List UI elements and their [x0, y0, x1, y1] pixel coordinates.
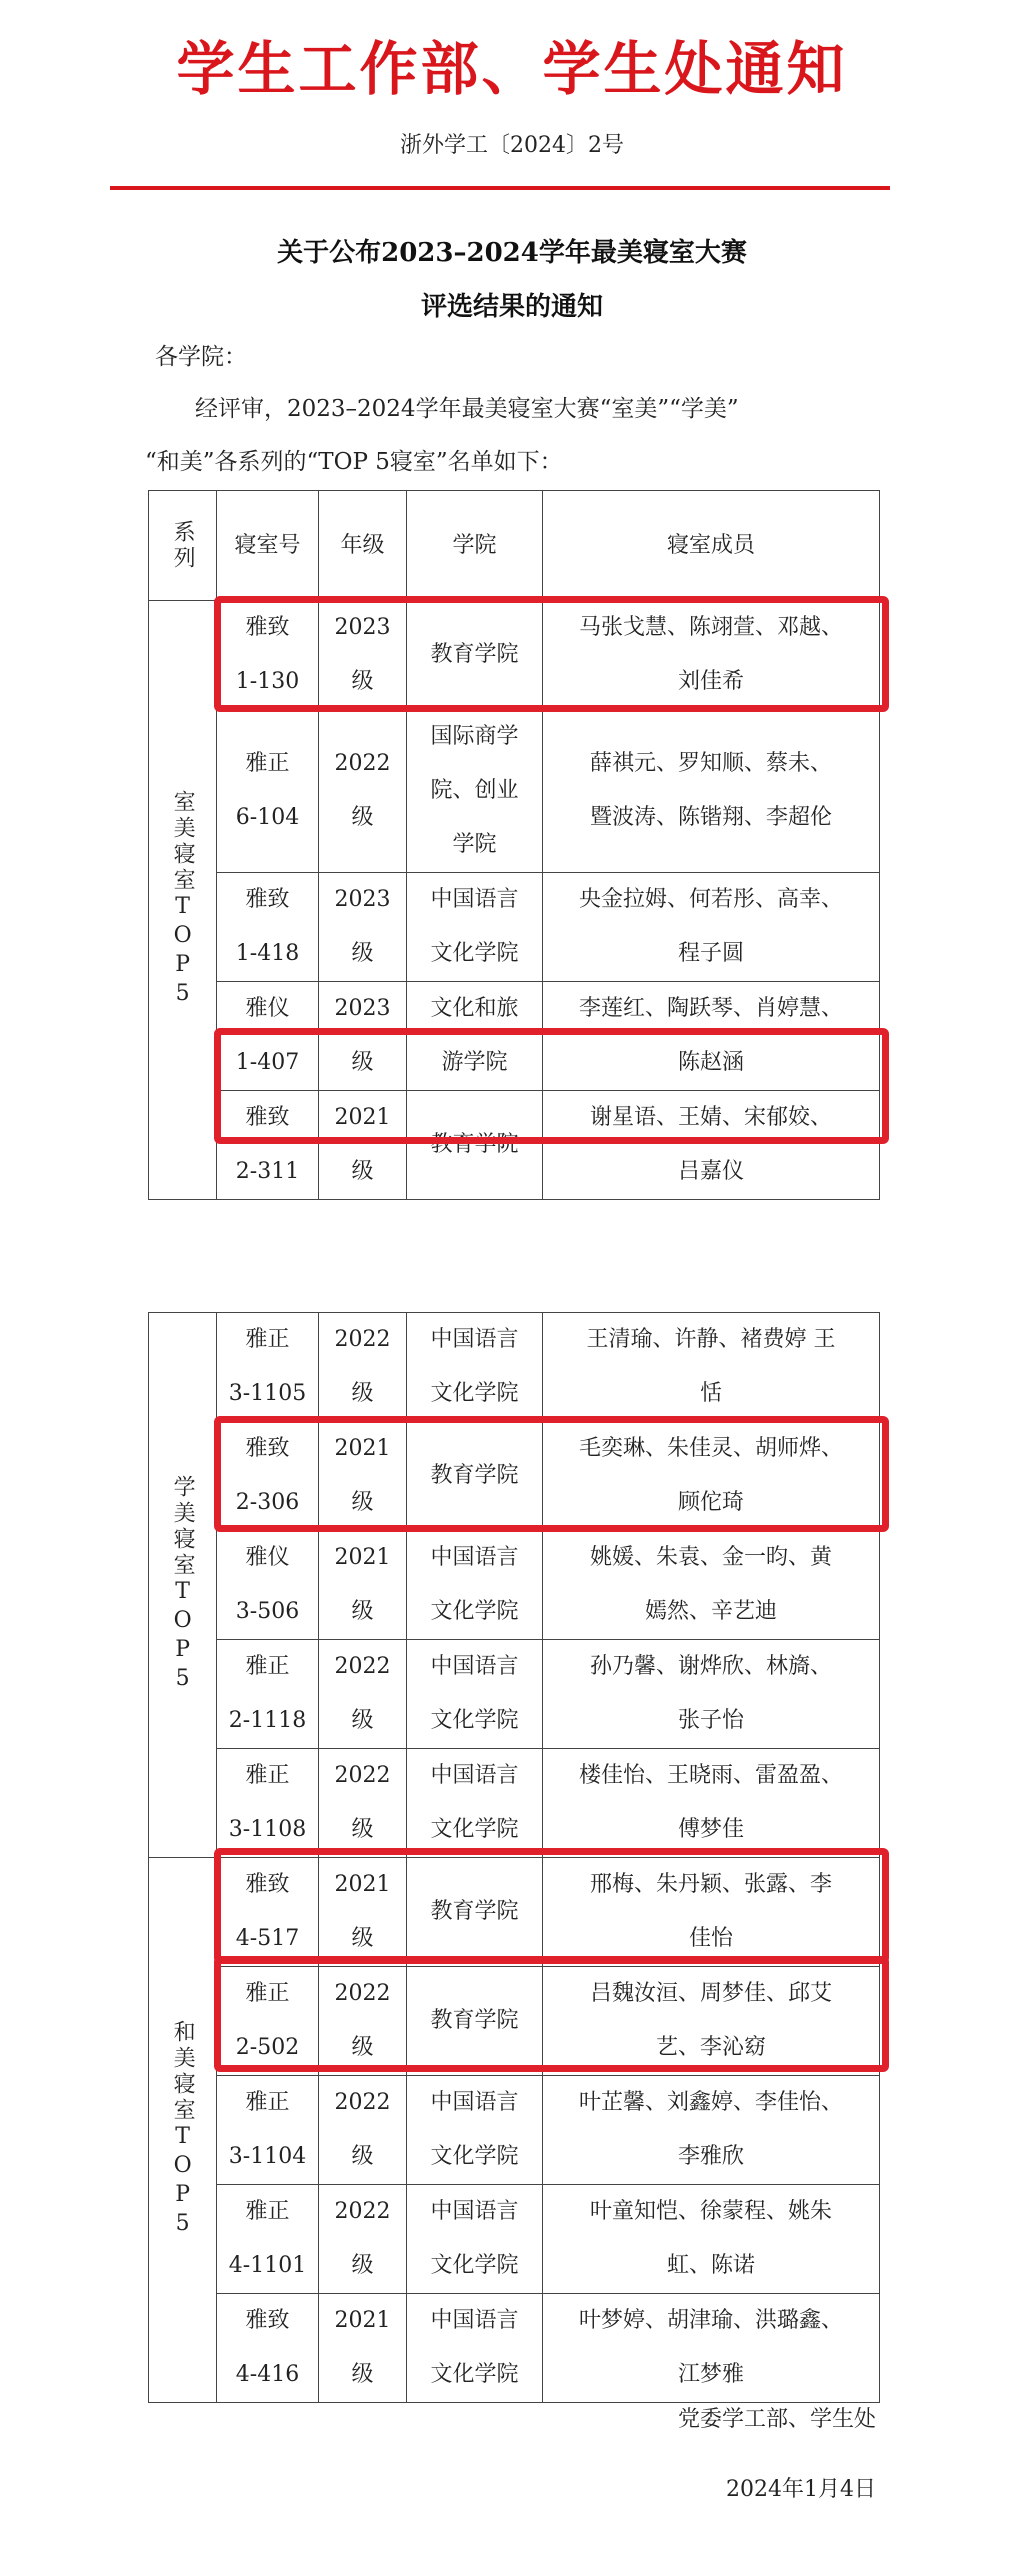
red-divider — [110, 186, 890, 190]
table-row — [149, 1640, 880, 1749]
college — [407, 873, 543, 982]
members-line1: 叶童知恺、徐蒙程、姚朱 — [589, 2199, 832, 2224]
room-line2: 1-418 — [235, 941, 300, 966]
college-line2: 文化学院 — [430, 1817, 519, 1842]
grade-line2: 级 — [351, 1490, 374, 1515]
college-line1: 中国语言 — [430, 2090, 519, 2115]
grade-line1: 2022 — [334, 1654, 391, 1679]
college — [407, 1091, 543, 1200]
grade-line2: 级 — [351, 1708, 374, 1733]
series-label: 室美寝室TOP5 — [170, 790, 196, 1010]
members-line2: 刘佳希 — [677, 669, 744, 694]
members-line1: 谢星语、王婧、宋郁姣、 — [589, 1105, 832, 1130]
members-line1: 李莲红、陶跃琴、肖婷慧、 — [578, 996, 843, 1021]
room-number — [217, 710, 319, 873]
results-table-2 — [148, 1312, 880, 2403]
college-line1: 教育学院 — [430, 1463, 519, 1488]
table-row — [149, 1967, 880, 2076]
college — [407, 1313, 543, 1422]
members — [543, 1749, 880, 1858]
members — [543, 873, 880, 982]
room-line2: 1-130 — [235, 669, 300, 694]
grade-line1: 2022 — [334, 1327, 391, 1352]
grade-line1: 2023 — [334, 996, 391, 1021]
college-line1: 中国语言 — [430, 887, 519, 912]
grade — [319, 2185, 407, 2294]
members-line1: 薛祺元、罗知顺、蔡未、 — [589, 751, 832, 776]
college-line2: 文化学院 — [430, 941, 519, 966]
room-line1: 雅致 — [245, 1872, 290, 1897]
room-line2: 3-1104 — [228, 2144, 307, 2169]
college-line2: 文化学院 — [430, 2362, 519, 2387]
college — [407, 2185, 543, 2294]
members-line2: 张子怡 — [677, 1708, 744, 1733]
grade-line2: 级 — [351, 2035, 374, 2060]
college-line1: 中国语言 — [430, 1763, 519, 1788]
notice-title-line1: 关于公布2023–2024学年最美寝室大赛 — [277, 238, 747, 268]
college-line2: 文化学院 — [430, 2253, 519, 2278]
room-number — [217, 2294, 319, 2403]
grade — [319, 2076, 407, 2185]
grade-line1: 2022 — [334, 1981, 391, 2006]
members-line2: 嫣然、辛艺迪 — [644, 1599, 777, 1624]
grade — [319, 1422, 407, 1531]
college-line2: 文化学院 — [430, 2144, 519, 2169]
college — [407, 1640, 543, 1749]
table-row — [149, 1313, 880, 1422]
grade-line1: 2023 — [334, 615, 391, 640]
members — [543, 2294, 880, 2403]
room-number — [217, 982, 319, 1091]
members — [543, 2076, 880, 2185]
grade — [319, 873, 407, 982]
members — [543, 2185, 880, 2294]
members-line2: 程子圆 — [677, 941, 744, 966]
room-line2: 2-1118 — [228, 1708, 307, 1733]
room-number — [217, 873, 319, 982]
grade-line1: 2023 — [334, 887, 391, 912]
table-row — [149, 1531, 880, 1640]
room-number — [217, 1531, 319, 1640]
header-series-label: 系列 — [170, 519, 196, 572]
college-line1: 文化和旅 — [430, 996, 519, 1021]
members-line2: 佳怡 — [688, 1926, 733, 1951]
members — [543, 1091, 880, 1200]
room-line2: 3-506 — [235, 1599, 300, 1624]
members-line2: 艺、李沁窈 — [655, 2035, 766, 2060]
grade-line1: 2021 — [334, 1872, 391, 1897]
room-line1: 雅致 — [245, 2308, 290, 2333]
grade — [319, 1091, 407, 1200]
college — [407, 1422, 543, 1531]
grade-line2: 级 — [351, 1926, 374, 1951]
members-line1: 王清瑜、许静、褚费婷 王 — [586, 1327, 836, 1352]
room-line1: 雅正 — [245, 2090, 290, 2115]
college-line2: 文化学院 — [430, 1599, 519, 1624]
grade-line2: 级 — [351, 2362, 374, 2387]
college-line1: 中国语言 — [430, 1654, 519, 1679]
college — [407, 982, 543, 1091]
college — [407, 1749, 543, 1858]
header-grade: 年级 — [319, 491, 407, 601]
college-line1: 国际商学 — [430, 724, 519, 749]
room-line1: 雅正 — [245, 1327, 290, 1352]
college — [407, 1858, 543, 1967]
grade-line1: 2022 — [334, 1763, 391, 1788]
series-name — [149, 1313, 217, 1858]
room-line1: 雅正 — [245, 1654, 290, 1679]
grade — [319, 1858, 407, 1967]
table-row — [149, 2185, 880, 2294]
college — [407, 1531, 543, 1640]
grade-line1: 2022 — [334, 2199, 391, 2224]
header-members: 寝室成员 — [543, 491, 880, 601]
college — [407, 601, 543, 710]
members-line1: 孙乃馨、谢烨欣、林旖、 — [589, 1654, 832, 1679]
issuing-department: 党委学工部、学生处 — [677, 2407, 876, 2432]
room-line2: 1-407 — [235, 1050, 300, 1075]
room-line2: 3-1108 — [228, 1817, 307, 1842]
college-line2: 文化学院 — [430, 1381, 519, 1406]
issue-date: 2024年1月4日 — [726, 2477, 876, 2502]
college-line1: 教育学院 — [430, 642, 519, 667]
room-line1: 雅正 — [245, 2199, 290, 2224]
masthead-title: 学生工作部、学生处通知 — [176, 35, 848, 103]
members-line1: 姚媛、朱袁、金一昀、黄 — [589, 1545, 832, 1570]
table-row — [149, 1422, 880, 1531]
grade — [319, 1967, 407, 2076]
room-line2: 4-1101 — [228, 2253, 307, 2278]
college — [407, 2294, 543, 2403]
grade-line1: 2021 — [334, 1436, 391, 1461]
members-line1: 吕魏汝洹、周梦佳、邱艾 — [589, 1981, 832, 2006]
members-line2: 恬 — [699, 1381, 722, 1406]
members-line2: 顾佗琦 — [677, 1490, 744, 1515]
members-line1: 邢梅、朱丹颖、张露、李 — [589, 1872, 832, 1897]
grade-line1: 2021 — [334, 2308, 391, 2333]
series-name — [149, 601, 217, 1200]
college-line1: 教育学院 — [430, 1132, 519, 1157]
room-line2: 4-416 — [235, 2362, 300, 2387]
members — [543, 982, 880, 1091]
room-number — [217, 2076, 319, 2185]
room-line1: 雅正 — [245, 1981, 290, 2006]
grade-line2: 级 — [351, 1381, 374, 1406]
header-series — [149, 491, 217, 601]
results-table-1 — [148, 490, 880, 1200]
members-line1: 叶梦婷、胡津瑜、洪璐鑫、 — [578, 2308, 843, 2333]
members — [543, 1422, 880, 1531]
grade-line1: 2022 — [334, 751, 391, 776]
table-row — [149, 873, 880, 982]
grade-line1: 2021 — [334, 1105, 391, 1130]
room-number — [217, 1640, 319, 1749]
room-line1: 雅致 — [245, 615, 290, 640]
college-line2: 文化学院 — [430, 1708, 519, 1733]
table-row — [149, 710, 880, 873]
room-number — [217, 1749, 319, 1858]
college-line1: 中国语言 — [430, 1327, 519, 1352]
room-number — [217, 1091, 319, 1200]
members-line2: 江梦雅 — [677, 2362, 744, 2387]
greeting: 各学院： — [155, 344, 247, 370]
members-line1: 毛奕琳、朱佳灵、胡师烨、 — [578, 1436, 843, 1461]
college-line1: 中国语言 — [430, 2199, 519, 2224]
members-line2: 李雅欣 — [677, 2144, 744, 2169]
members — [543, 1640, 880, 1749]
series-label: 和美寝室TOP5 — [170, 2020, 196, 2240]
college-line1: 中国语言 — [430, 2308, 519, 2333]
room-line2: 2-311 — [235, 1159, 300, 1184]
members — [543, 601, 880, 710]
grade — [319, 710, 407, 873]
grade-line2: 级 — [351, 1159, 374, 1184]
room-line1: 雅致 — [245, 1105, 290, 1130]
room-line2: 2-306 — [235, 1490, 300, 1515]
room-line1: 雅仪 — [245, 996, 290, 1021]
document-number: 浙外学工〔2024〕2号 — [400, 133, 624, 158]
room-number — [217, 1313, 319, 1422]
grade — [319, 601, 407, 710]
notice-title-line2: 评选结果的通知 — [420, 292, 603, 322]
room-line1: 雅致 — [245, 887, 290, 912]
members-line2: 暨波涛、陈锴翔、李超伦 — [589, 805, 832, 830]
college-line2: 院、创业 — [430, 778, 519, 803]
grade-line2: 级 — [351, 1817, 374, 1842]
members — [543, 710, 880, 873]
room-line1: 雅致 — [245, 1436, 290, 1461]
room-number — [217, 1858, 319, 1967]
members-line1: 楼佳怡、王晓雨、雷盈盈、 — [578, 1763, 843, 1788]
table-row — [149, 1749, 880, 1858]
room-number — [217, 1422, 319, 1531]
grade-line1: 2021 — [334, 1545, 391, 1570]
room-number — [217, 601, 319, 710]
members — [543, 1967, 880, 2076]
college — [407, 1967, 543, 2076]
room-line2: 2-502 — [235, 2035, 300, 2060]
table-row — [149, 2076, 880, 2185]
members — [543, 1313, 880, 1422]
room-line1: 雅正 — [245, 751, 290, 776]
members — [543, 1531, 880, 1640]
college-line1: 教育学院 — [430, 1899, 519, 1924]
members-line2: 虹、陈诺 — [666, 2253, 755, 2278]
members-line1: 央金拉姆、何若彤、高幸、 — [578, 887, 843, 912]
grade-line2: 级 — [351, 941, 374, 966]
grade — [319, 1531, 407, 1640]
grade-line2: 级 — [351, 1050, 374, 1075]
table-row — [149, 1858, 880, 1967]
college-line1: 教育学院 — [430, 2008, 519, 2033]
table-row — [149, 1091, 880, 1200]
series-name — [149, 1858, 217, 2403]
grade — [319, 2294, 407, 2403]
grade — [319, 1640, 407, 1749]
series-label: 学美寝室TOP5 — [170, 1475, 196, 1695]
members-line2: 陈赵涵 — [677, 1050, 744, 1075]
intro-line2: “和美”各系列的“TOP 5寝室”名单如下： — [145, 449, 563, 475]
table-row — [149, 601, 880, 710]
grade — [319, 1749, 407, 1858]
grade-line2: 级 — [351, 2144, 374, 2169]
college-line3: 学院 — [452, 832, 497, 857]
college — [407, 710, 543, 873]
members — [543, 1858, 880, 1967]
intro-line1: 经评审，2023–2024学年最美寝室大赛“室美”“学美” — [195, 396, 739, 422]
room-number — [217, 2185, 319, 2294]
room-line1: 雅正 — [245, 1763, 290, 1788]
grade-line2: 级 — [351, 805, 374, 830]
grade-line2: 级 — [351, 1599, 374, 1624]
members-line1: 叶芷馨、刘鑫婷、李佳怡、 — [578, 2090, 843, 2115]
members-line2: 傅梦佳 — [677, 1817, 744, 1842]
members-line2: 吕嘉仪 — [677, 1159, 744, 1184]
header-college: 学院 — [407, 491, 543, 601]
room-number — [217, 1967, 319, 2076]
header-room: 寝室号 — [217, 491, 319, 601]
room-line2: 4-517 — [235, 1926, 300, 1951]
college — [407, 2076, 543, 2185]
grade-line1: 2022 — [334, 2090, 391, 2115]
grade-line2: 级 — [351, 669, 374, 694]
table-row — [149, 982, 880, 1091]
room-line2: 6-104 — [235, 805, 300, 830]
room-line2: 3-1105 — [228, 1381, 307, 1406]
grade — [319, 1313, 407, 1422]
grade — [319, 982, 407, 1091]
room-line1: 雅仪 — [245, 1545, 290, 1570]
college-line1: 中国语言 — [430, 1545, 519, 1570]
members-line1: 马张戈慧、陈翊萱、邓越、 — [578, 615, 843, 640]
table-row — [149, 2294, 880, 2403]
grade-line2: 级 — [351, 2253, 374, 2278]
college-line2: 游学院 — [441, 1050, 508, 1075]
